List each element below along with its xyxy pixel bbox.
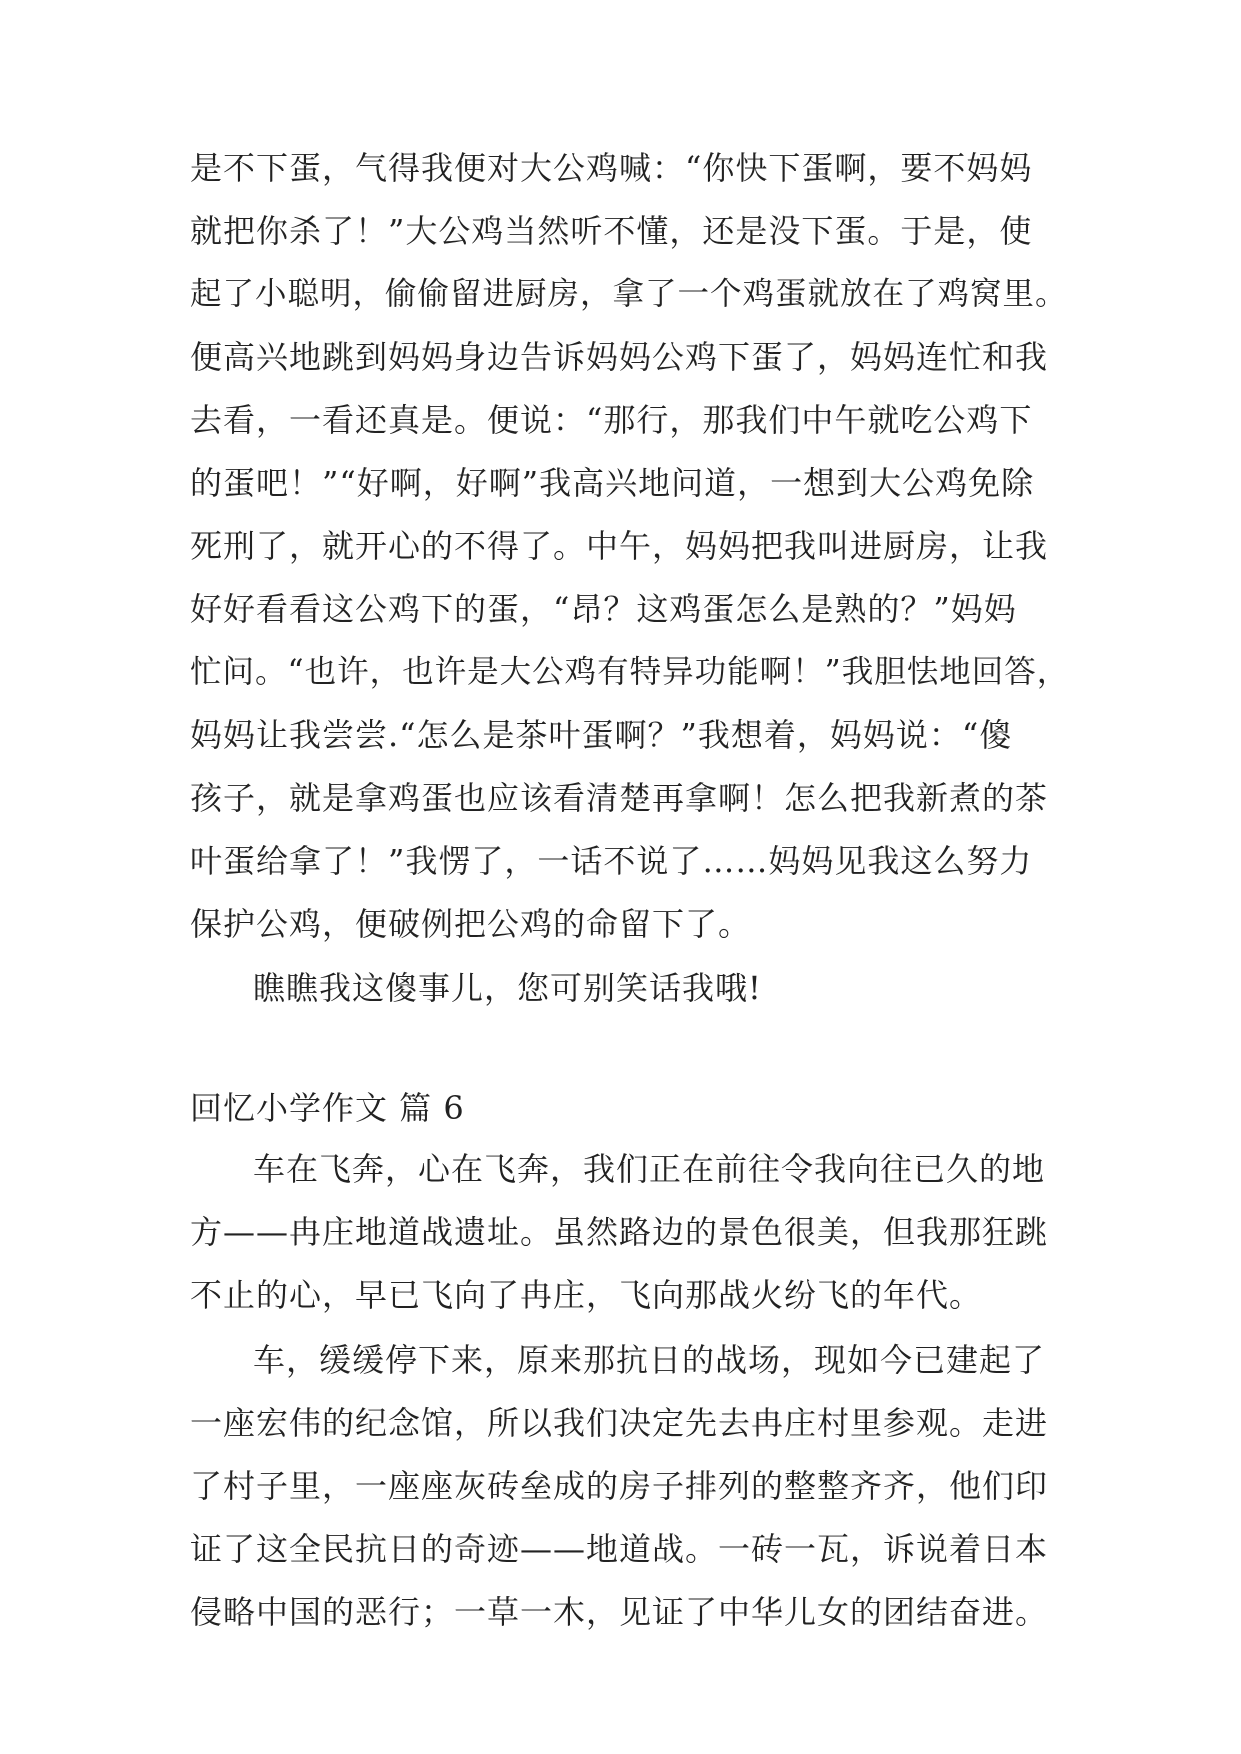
text-line: 了村子里，一座座灰砖垒成的房子排列的整整齐齐，他们印 (190, 1467, 1049, 1505)
section-heading: 回忆小学作文 篇 6 (190, 1089, 465, 1127)
text-line: 一座宏伟的纪念馆，所以我们决定先去冉庄村里参观。走进 (190, 1404, 1049, 1442)
text-line: 不止的心，早已飞向了冉庄，飞向那战火纷飞的年代。 (190, 1276, 983, 1314)
text-line: 证了这全民抗日的奇迹——地道战。一砖一瓦，诉说着日本 (190, 1530, 1049, 1568)
text-line: 是不下蛋，气得我便对大公鸡喊：“你快下蛋啊，要不妈妈 (190, 149, 1033, 187)
text-line: 车，缓缓停下来，原来那抗日的战场，现如今已建起了 (253, 1341, 1046, 1379)
text-line: 孩子，就是拿鸡蛋也应该看清楚再拿啊！怎么把我新煮的茶 (190, 779, 1049, 817)
text-line: 去看，一看还真是。便说：“那行，那我们中午就吃公鸡下 (190, 401, 1033, 439)
text-line: 的蛋吧！”“好啊，好啊”我高兴地问道，一想到大公鸡免除 (190, 464, 1035, 502)
text-line: 起了小聪明，偷偷留进厨房，拿了一个鸡蛋就放在了鸡窝里。 (190, 276, 1068, 312)
text-line: 叶蛋给拿了！”我愣了，一话不说了……妈妈见我这么努力 (190, 842, 1033, 880)
text-line: 侵略中国的恶行；一草一木，见证了中华儿女的团结奋进。 (190, 1593, 1049, 1631)
text-line: 好好看看这公鸡下的蛋，“昂？这鸡蛋怎么是熟的？”妈妈 (190, 590, 1017, 628)
text-line: 便高兴地跳到妈妈身边告诉妈妈公鸡下蛋了，妈妈连忙和我 (190, 338, 1049, 376)
text-line: 保护公鸡，便破例把公鸡的命留下了。 (190, 905, 752, 943)
text-line: 瞧瞧我这傻事儿，您可别笑话我哦! (253, 969, 762, 1007)
text-line: 方——冉庄地道战遗址。虽然路边的景色很美，但我那狂跳 (190, 1213, 1049, 1251)
text-line: 忙问。“也许，也许是大公鸡有特异功能啊！”我胆怯地回答， (190, 654, 1070, 690)
text-line: 就把你杀了！”大公鸡当然听不懂，还是没下蛋。于是，使 (190, 212, 1033, 250)
text-line: 车在飞奔，心在飞奔，我们正在前往令我向往已久的地 (253, 1150, 1046, 1188)
text-line: 妈妈让我尝尝.“怎么是茶叶蛋啊？”我想着，妈妈说：“傻 (190, 716, 1013, 754)
text-line: 死刑了，就开心的不得了。中午，妈妈把我叫进厨房，让我 (190, 527, 1049, 565)
